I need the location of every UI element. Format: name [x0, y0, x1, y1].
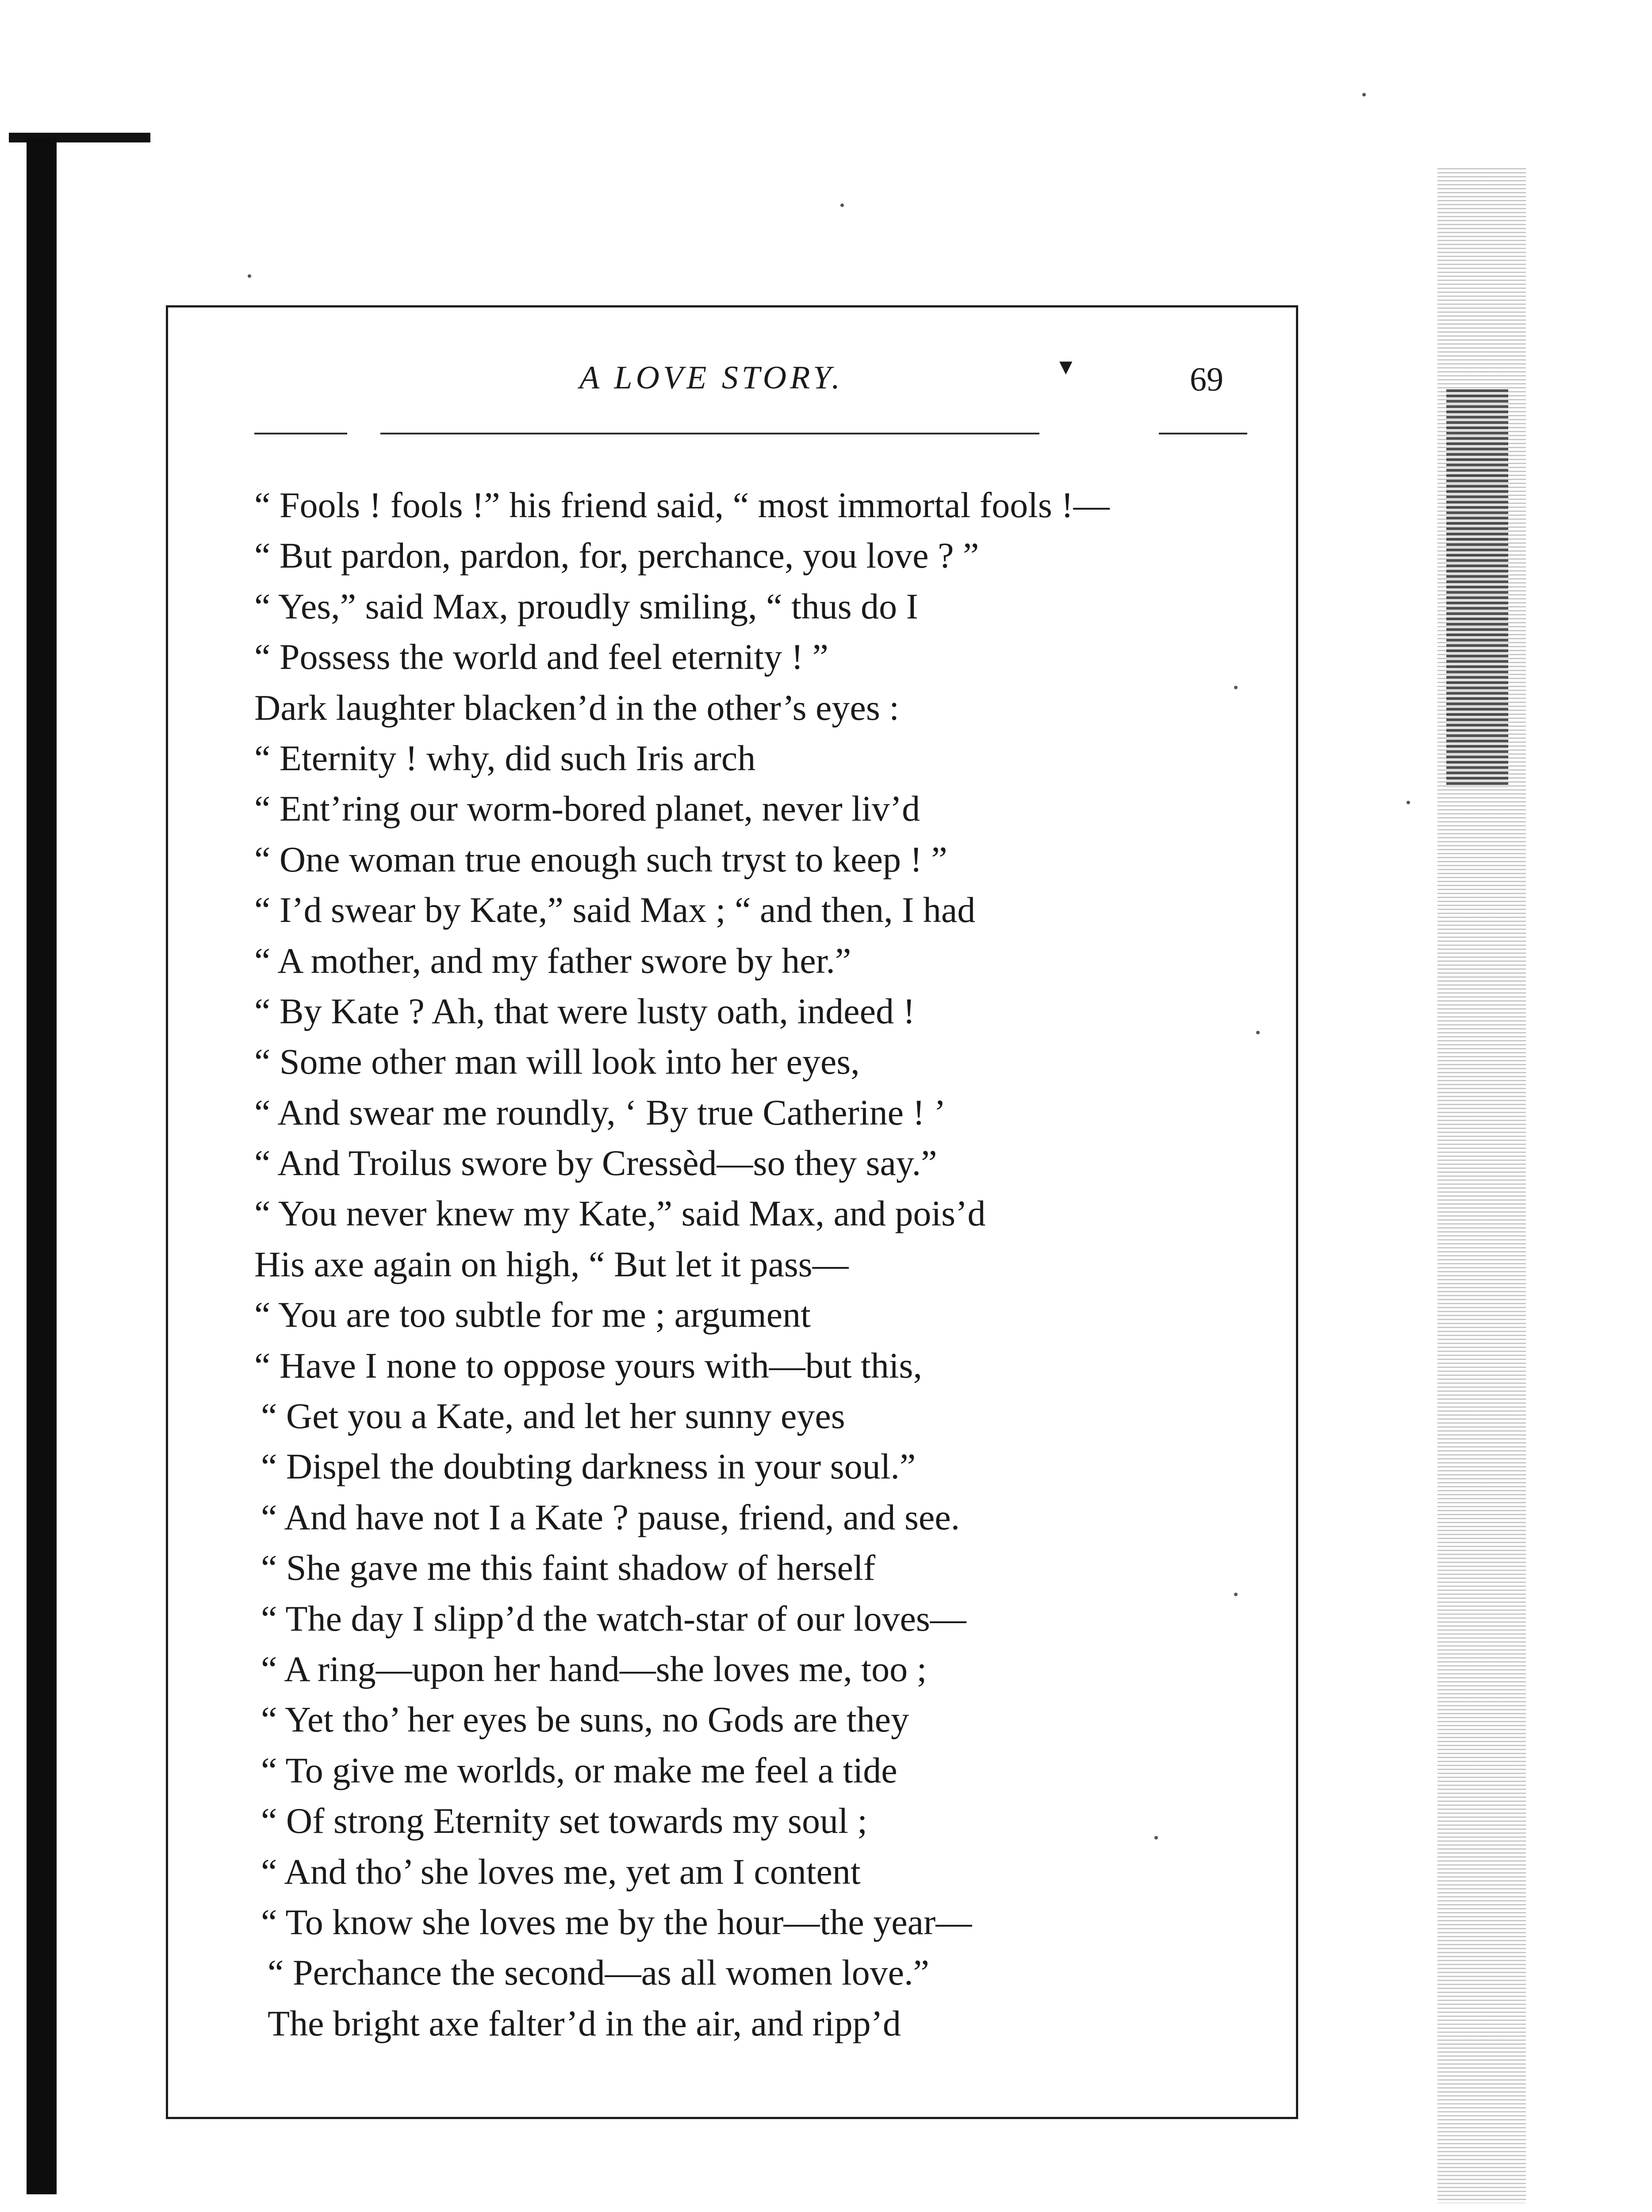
- verse-line: “ Dispel the doubting darkness in your soul.”: [261, 1446, 916, 1487]
- page-number: 69: [1190, 361, 1223, 398]
- verse-line: “ By Kate ? Ah, that were lusty oath, indeed !: [254, 991, 915, 1031]
- verse-line: “ Ent’ring our worm-bored planet, never liv’d: [254, 788, 920, 829]
- verse-line: “ And Troilus swore by Cressèd—so they say.”: [254, 1143, 937, 1183]
- verse-line: The bright axe falter’d in the air, and ripp’d: [268, 2003, 901, 2043]
- scan-speck: [840, 204, 844, 207]
- header-rule: [380, 433, 1039, 434]
- verse-line: “ Eternity ! why, did such Iris arch: [254, 737, 756, 778]
- scan-speck: [1407, 801, 1410, 804]
- poem-text: [248, 480, 1265, 2049]
- verse-line: “ Perchance the second—as all women love.”: [268, 1952, 929, 1993]
- verse-line: “ Fools ! fools !” his friend said, “ most immortal fools !—: [254, 485, 1110, 525]
- verse-line: “ You never knew my Kate,” said Max, and pois’d: [254, 1193, 986, 1234]
- verse-line: “ One woman true enough such tryst to keep ! ”: [254, 839, 947, 879]
- verse-line: “ Of strong Eternity set towards my soul ;: [261, 1801, 868, 1841]
- verse-line: “ Possess the world and feel eternity ! ”: [254, 637, 828, 677]
- verse-line: His axe again on high, “ But let it pass—: [254, 1244, 849, 1284]
- verse-line: “ To give me worlds, or make me feel a tide: [261, 1750, 897, 1790]
- verse-line: “ Yes,” said Max, proudly smiling, “ thus do I: [254, 586, 918, 626]
- verse-line: Dark laughter blacken’d in the other’s eyes :: [254, 687, 900, 728]
- scan-speck: [1362, 93, 1366, 96]
- verse-line: “ A mother, and my father swore by her.”: [254, 940, 851, 981]
- verse-line: “ You are too subtle for me ; argument: [254, 1294, 811, 1335]
- running-title: A LOVE STORY.: [579, 360, 843, 396]
- binding-shadow: [27, 137, 57, 2194]
- verse-line: “ A ring—upon her hand—she loves me, too ;: [261, 1648, 927, 1689]
- verse-line: “ Have I none to oppose yours with—but this,: [254, 1345, 922, 1386]
- verse-line: “ I’d swear by Kate,” said Max ; “ and then, I had: [254, 890, 976, 930]
- verse-line: “ To know she loves me by the hour—the year—: [261, 1901, 972, 1942]
- verse-line: “ And tho’ she loves me, yet am I content: [261, 1851, 861, 1892]
- verse-line: “ But pardon, pardon, for, perchance, you love ? ”: [254, 535, 979, 576]
- scan-speck: [1234, 686, 1238, 689]
- scan-edge-dark-band: [1446, 389, 1508, 787]
- scan-speck: [1256, 1031, 1260, 1034]
- verse-line: “ Get you a Kate, and let her sunny eyes: [261, 1396, 845, 1436]
- verse-line: “ Some other man will look into her eyes,: [254, 1041, 860, 1082]
- verse-line: “ And swear me roundly, ‘ By true Catherine ! ’: [254, 1092, 946, 1133]
- verse-line: “ And have not I a Kate ? pause, friend, and see.: [261, 1497, 960, 1537]
- verse-line: “ She gave me this faint shadow of herself: [261, 1548, 876, 1588]
- header-rule-right: [1159, 433, 1247, 434]
- verse-line: “ The day I slipp’d the watch-star of our loves—: [261, 1598, 966, 1639]
- scan-speck: [1234, 1593, 1238, 1596]
- scan-speck: [1154, 1836, 1158, 1839]
- header-rule-left: [254, 433, 347, 434]
- scan-speck: [248, 274, 251, 278]
- printer-mark-icon: ▼: [1055, 354, 1077, 379]
- verse-line: “ Yet tho’ her eyes be suns, no Gods are they: [261, 1699, 909, 1740]
